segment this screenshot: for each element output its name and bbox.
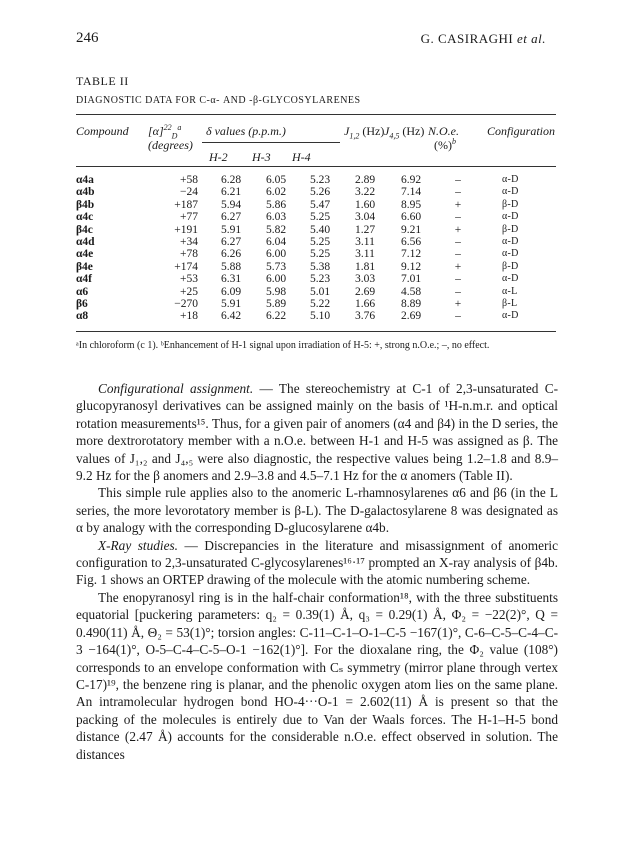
diagnostic-data-table xyxy=(76,174,556,323)
cell-config: β-D xyxy=(502,198,519,210)
cell-j45: 8.89 xyxy=(400,298,422,311)
cell-j12: 3.11 xyxy=(355,236,375,249)
j45-symbol: J xyxy=(384,124,390,138)
cell-rotation: +78 xyxy=(180,248,198,261)
cell-j45: 9.21 xyxy=(400,223,422,236)
cell-h2: 6.26 xyxy=(220,248,242,261)
cell-rotation: +191 xyxy=(174,223,198,236)
table-row xyxy=(76,224,556,236)
col-header-h4: H-4 xyxy=(292,150,311,164)
col-header-j12 xyxy=(344,124,384,140)
cell-compound: α4b xyxy=(76,186,95,199)
cell-j12: 1.27 xyxy=(354,223,376,236)
table-row xyxy=(76,286,556,298)
cell-rotation: +187 xyxy=(174,198,198,211)
cell-h4: 5.26 xyxy=(309,186,331,199)
cell-j12: 2.69 xyxy=(354,285,376,298)
cell-h4: 5.47 xyxy=(309,198,331,211)
col-header-config: Configuration xyxy=(487,124,556,138)
table-bottom-rule xyxy=(76,331,556,332)
cell-compound: β6 xyxy=(76,298,88,311)
paragraph-1-text: — The stereochemistry at C-1 of 2,3-unsaturated C-glucopyranosyl derivatives can be assigned mainly on the basis of ¹H-n.m.r. and optical rotation measurements¹⁵. Thus, for a given pair of anomers (α4 and β4) in the D series, the more dextrorotatory member with a n.O.e. between H-1 and H-5 was assigned as β. The values of J₁,₂ and J₄,₅ were also diagnostic, the respective values being 1.2–1.8 and 8.9–9.2 Hz for the β anomers and 2.9–3.8 and 4.5–7.1 Hz for the α anomers (Table II). xyxy=(76,381,559,484)
cell-config: β-D xyxy=(502,223,519,235)
paragraph-3-text: — Discrepancies in the literature and misassignment of anomeric configuration to 2,3-unsaturated C-glycosylarenes¹⁶·¹⁷ prompted an X-ray analysis of β4b. Fig. 1 shows an ORTEP drawing of the molecule with the atomic numbering scheme. xyxy=(76,537,558,588)
noe-note: b xyxy=(452,137,456,146)
table-row xyxy=(76,211,556,223)
j45-sub: 4,5 xyxy=(389,131,400,141)
body-text xyxy=(76,380,558,763)
cell-h2: 5.94 xyxy=(220,198,242,211)
noe-units: (%) xyxy=(434,138,452,152)
cell-j12: 3.22 xyxy=(354,186,376,199)
cell-h2: 6.21 xyxy=(220,186,242,199)
table-title: TABLE II xyxy=(76,74,129,88)
cell-j12: 2.89 xyxy=(354,174,376,186)
cell-j45: 4.58 xyxy=(400,285,422,298)
cell-h4: 5.01 xyxy=(309,285,331,298)
cell-h4: 5.25 xyxy=(309,248,331,261)
cell-compound: α4f xyxy=(76,273,92,286)
cell-h3: 6.00 xyxy=(265,273,287,286)
table-footnote: ᵃIn chloroform (c 1). ᵇEnhancement of H-1 signal upon irradiation of H-5: +, strong n.O.e.; –, no effect. xyxy=(76,340,490,351)
cell-h4: 5.10 xyxy=(309,310,331,323)
cell-noe: – xyxy=(455,310,461,323)
cell-h3: 5.89 xyxy=(265,298,287,311)
running-head xyxy=(421,31,546,47)
cell-config: α-D xyxy=(502,310,519,322)
paragraph-configurational-assignment xyxy=(76,380,558,484)
cell-noe: – xyxy=(455,273,461,286)
cell-h4: 5.22 xyxy=(309,298,331,311)
cell-rotation: +174 xyxy=(174,260,198,273)
table-row xyxy=(76,236,556,248)
cell-compound: β4e xyxy=(76,260,93,273)
col-header-noe-units xyxy=(434,138,456,153)
cell-j12: 1.81 xyxy=(354,260,376,273)
cell-config: α-D xyxy=(502,273,519,285)
cell-noe: + xyxy=(454,223,462,236)
cell-config: α-L xyxy=(502,285,518,297)
cell-j45: 6.60 xyxy=(400,211,422,224)
j12-units: (Hz) xyxy=(362,124,385,138)
table-header-rule xyxy=(76,166,556,167)
table-row xyxy=(76,186,556,198)
cell-h4: 5.25 xyxy=(309,211,331,224)
cell-j12: 3.76 xyxy=(354,310,376,323)
col-header-h3: H-3 xyxy=(252,150,271,164)
cell-h3: 6.05 xyxy=(265,174,287,186)
table-row xyxy=(76,174,556,186)
cell-h3: 5.86 xyxy=(265,198,287,211)
cell-rotation: +58 xyxy=(180,174,198,186)
cell-noe: – xyxy=(455,174,461,186)
cell-h2: 5.91 xyxy=(220,223,242,236)
running-head-etal: et al. xyxy=(517,31,546,46)
cell-h3: 6.00 xyxy=(265,248,287,261)
table-caption: DIAGNOSTIC DATA FOR C-α- AND -β-GLYCOSYLARENES xyxy=(76,95,361,106)
col-header-noe: N.O.e. xyxy=(428,124,459,138)
cell-j45: 7.14 xyxy=(400,186,422,199)
cell-h4: 5.23 xyxy=(309,273,331,286)
table-row xyxy=(76,248,556,260)
col-header-delta: δ values (p.p.m.) xyxy=(206,124,286,138)
cell-config: α-D xyxy=(502,248,519,260)
cell-h4: 5.25 xyxy=(309,236,331,249)
rotation-symbol: [α] xyxy=(148,124,164,138)
j12-symbol: J xyxy=(344,124,350,138)
paragraph-2: This simple rule applies also to the anomeric L-rhamnosylarenes α6 and β6 (in the L series, the more levorotatory member is β-L). The D-galactosylarene 8 was designated as α by analogy with the corresponding D-glucosylarene α4b. xyxy=(76,485,558,536)
cell-h2: 6.28 xyxy=(220,174,242,186)
cell-h4: 5.23 xyxy=(309,174,331,186)
cell-noe: + xyxy=(454,198,462,211)
cell-h3: 6.02 xyxy=(265,186,287,199)
cell-j12: 3.11 xyxy=(355,248,375,261)
cell-h2: 6.27 xyxy=(220,236,242,249)
cell-j45: 7.01 xyxy=(400,273,422,286)
cell-compound: α6 xyxy=(76,285,89,298)
cell-config: α-D xyxy=(502,236,519,248)
cell-j45: 2.69 xyxy=(400,310,422,323)
cell-h3: 6.22 xyxy=(265,310,287,323)
cell-compound: β4b xyxy=(76,198,95,211)
cell-h4: 5.40 xyxy=(309,223,331,236)
rotation-line: D xyxy=(171,131,178,141)
paragraph-xray-studies xyxy=(76,537,558,589)
cell-config: α-D xyxy=(502,211,519,223)
cell-h4: 5.38 xyxy=(309,260,331,273)
running-head-author: G. CASIRAGHI xyxy=(420,31,514,46)
cell-rotation: +53 xyxy=(180,273,198,286)
cell-compound: α4d xyxy=(76,236,95,249)
table-row xyxy=(76,310,556,322)
cell-rotation: +25 xyxy=(180,285,198,298)
table-row xyxy=(76,273,556,285)
section-heading-xray: X-Ray studies. xyxy=(98,537,179,553)
delta-span-rule xyxy=(202,142,340,143)
cell-noe: + xyxy=(454,298,462,311)
cell-rotation: −24 xyxy=(180,186,198,199)
cell-noe: – xyxy=(455,186,461,199)
cell-j12: 3.03 xyxy=(354,273,376,286)
col-header-rotation-units: (degrees) xyxy=(148,138,193,152)
cell-j45: 9.12 xyxy=(400,260,422,273)
cell-rotation: −270 xyxy=(174,298,198,311)
col-header-j45 xyxy=(384,124,424,140)
cell-h2: 6.42 xyxy=(220,310,242,323)
cell-j45: 6.56 xyxy=(400,236,422,249)
cell-config: β-L xyxy=(502,298,518,310)
table-row xyxy=(76,298,556,310)
col-header-h2: H-2 xyxy=(209,150,228,164)
cell-h2: 5.88 xyxy=(220,260,242,273)
cell-compound: α8 xyxy=(76,310,89,323)
rotation-temp: 22 xyxy=(163,123,172,132)
cell-h3: 6.04 xyxy=(265,236,287,249)
cell-h3: 5.82 xyxy=(265,223,287,236)
cell-rotation: +18 xyxy=(180,310,198,323)
cell-noe: – xyxy=(455,248,461,261)
page-number: 246 xyxy=(76,30,99,46)
cell-noe: – xyxy=(455,236,461,249)
cell-j12: 1.66 xyxy=(354,298,376,311)
cell-noe: – xyxy=(455,211,461,224)
table-top-rule xyxy=(76,114,556,115)
cell-config: α-D xyxy=(502,186,519,198)
cell-j45: 6.92 xyxy=(400,174,422,186)
cell-j45: 7.12 xyxy=(400,248,422,261)
cell-h2: 6.27 xyxy=(220,211,242,224)
cell-noe: – xyxy=(455,285,461,298)
cell-h3: 6.03 xyxy=(265,211,287,224)
table-row xyxy=(76,199,556,211)
cell-compound: α4c xyxy=(76,211,94,224)
cell-rotation: +34 xyxy=(180,236,198,249)
cell-compound: α4e xyxy=(76,248,94,261)
rotation-note: a xyxy=(177,123,182,132)
cell-rotation: +77 xyxy=(180,211,198,224)
col-header-compound: Compound xyxy=(76,124,129,138)
cell-h3: 5.98 xyxy=(265,285,287,298)
cell-j12: 1.60 xyxy=(354,198,376,211)
cell-h2: 6.09 xyxy=(220,285,242,298)
cell-h2: 6.31 xyxy=(220,273,242,286)
table-row xyxy=(76,261,556,273)
j45-units: (Hz) xyxy=(402,124,425,138)
cell-config: β-D xyxy=(502,260,519,272)
paragraph-4: The enopyranosyl ring is in the half-chair conformation¹⁸, with the three substituents equatorial [puckering parameters: q₂ = 0.39(1) Å, q₃ = 0.29(1) Å, Φ₂ = −22(2)°, Q = 0.490(11) Å, Θ₂ = 53(1)°; torsion angles: C-11–C-1–O-1–C-5 −167(1)°, C-6–C-5–C-4–C-3 −164(1)°, O-5–C-4–C-5–O-1 −162(1)°]. For the dioxalane ring, the Φ₂ value (108°) corresponds to an envelope conformation with Cₛ symmetry (mirror plane through vertex C-17)¹⁹, the benzene ring is planar, and the phenolic oxygen atom lies on the same plane. An intramolecular hydrogen bond HO-4···O-1 = 2.602(11) Å is present so that the packing of the molecules is entirely due to Van der Waals forces. The H-1–H-5 bond distance (2.47 Å) accounts for the considerable n.O.e. effect observed in solution. The distances xyxy=(76,589,558,762)
cell-j45: 8.95 xyxy=(400,198,422,211)
cell-h3: 5.73 xyxy=(265,260,287,273)
section-heading-configurational: Configurational assignment. xyxy=(98,381,254,396)
j12-sub: 1,2 xyxy=(349,131,360,141)
cell-config: α-D xyxy=(502,174,519,185)
cell-compound: β4c xyxy=(76,223,93,236)
cell-h2: 5.91 xyxy=(220,298,242,311)
cell-j12: 3.04 xyxy=(354,211,376,224)
cell-noe: + xyxy=(454,260,462,273)
cell-compound: α4a xyxy=(76,174,94,186)
